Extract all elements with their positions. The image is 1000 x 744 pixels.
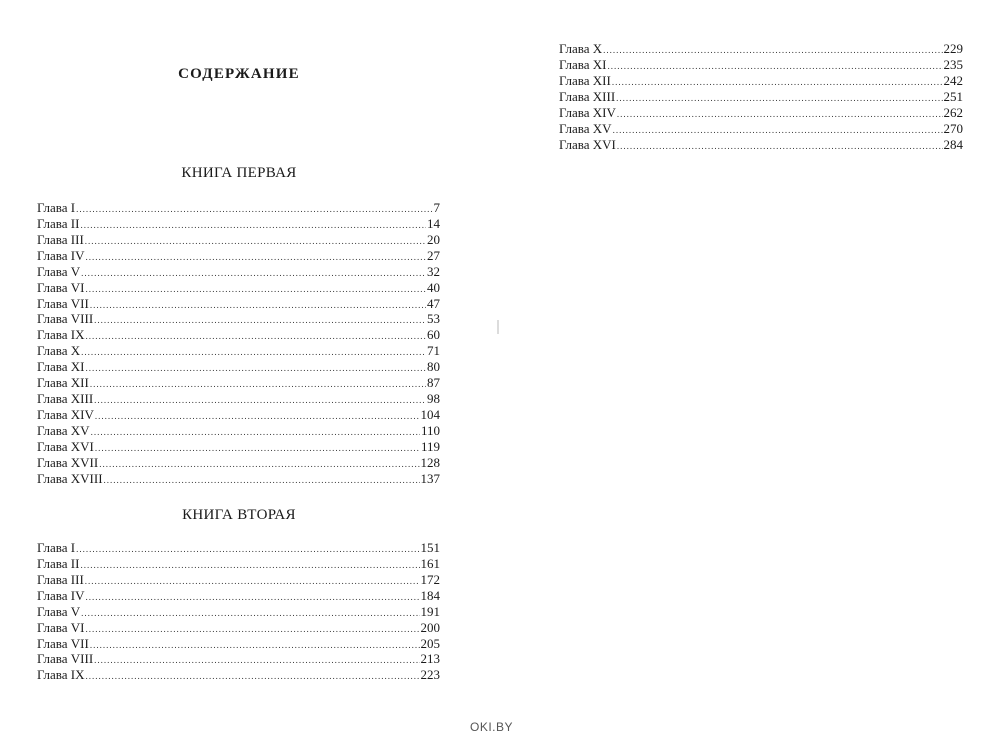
toc-entry: [559, 57, 963, 73]
page-number: 47: [427, 295, 440, 311]
chapter-label: Глава IX: [37, 327, 85, 343]
dot-leader: [76, 542, 419, 558]
page-number: 110: [420, 422, 440, 438]
page-number: 71: [427, 343, 440, 359]
toc-book-two-part-two: [559, 41, 963, 152]
toc-entry: [37, 216, 440, 232]
dot-leader: [99, 457, 419, 473]
toc-entry: [37, 264, 440, 280]
page-number: 161: [420, 555, 440, 571]
toc-entry: [37, 667, 440, 683]
chapter-label: Глава II: [37, 215, 80, 231]
toc-entry: [559, 121, 963, 137]
dot-leader: [608, 59, 943, 75]
dot-leader: [86, 361, 427, 377]
toc-entry: [37, 343, 440, 359]
page-number: 20: [427, 231, 440, 247]
chapter-label: Глава XVI: [559, 136, 616, 152]
chapter-label: Глава XI: [37, 359, 85, 375]
dot-leader: [95, 409, 420, 425]
toc-entry: [37, 375, 440, 391]
dot-leader: [86, 590, 420, 606]
chapter-label: Глава III: [37, 571, 84, 587]
chapter-label: Глава I: [37, 200, 76, 215]
toc-entry: [559, 89, 963, 105]
dot-leader: [81, 266, 426, 282]
chapter-label: Глава III: [37, 231, 84, 247]
page-number: 14: [427, 215, 440, 231]
page-number: 262: [943, 104, 963, 120]
toc-entry: [37, 296, 440, 312]
book-one-heading: КНИГА ПЕРВАЯ: [181, 165, 297, 181]
toc-entry: [37, 636, 440, 652]
chapter-label: Глава VIII: [37, 651, 94, 667]
chapter-label: Глава VIII: [37, 311, 94, 327]
chapter-label: Глава V: [37, 263, 81, 279]
chapter-label: Глава XII: [559, 72, 611, 88]
page-number: 32: [427, 263, 440, 279]
dot-leader: [80, 218, 426, 234]
chapter-label: Глава XV: [559, 120, 612, 136]
page-gutter-mark: [497, 320, 499, 334]
dot-leader: [94, 313, 426, 329]
dot-leader: [86, 669, 420, 685]
chapter-label: Глава XII: [37, 375, 89, 391]
toc-entry: [37, 200, 440, 216]
dot-leader: [90, 377, 426, 393]
page-number: 213: [420, 651, 440, 667]
chapter-label: Глава XIII: [37, 391, 94, 407]
dot-leader: [613, 123, 943, 139]
chapter-label: Глава VII: [37, 635, 89, 651]
dot-leader: [91, 425, 420, 441]
page-number: 270: [943, 120, 963, 136]
toc-entry: [37, 439, 440, 455]
dot-leader: [86, 329, 427, 345]
chapter-label: Глава II: [37, 555, 80, 571]
watermark-text: OKI.BY: [470, 720, 514, 734]
dot-leader: [81, 606, 419, 622]
toc-entry: [37, 604, 440, 620]
toc-entry: [559, 105, 963, 121]
toc-entry: [37, 232, 440, 248]
page-number: 172: [420, 571, 440, 587]
chapter-label: Глава VII: [37, 295, 89, 311]
chapter-label: Глава I: [37, 540, 76, 555]
page-number: 40: [427, 279, 440, 295]
dot-leader: [86, 250, 427, 266]
dot-leader: [86, 282, 427, 298]
page-number: 251: [943, 88, 963, 104]
toc-entry: [37, 407, 440, 423]
dot-leader: [603, 43, 942, 59]
toc-entry: [37, 556, 440, 572]
chapter-label: Глава X: [37, 343, 81, 359]
dot-leader: [94, 393, 426, 409]
chapter-label: Глава XV: [37, 422, 90, 438]
dot-leader: [85, 574, 420, 590]
toc-entry: [37, 327, 440, 343]
dot-leader: [617, 139, 943, 155]
dot-leader: [94, 653, 419, 669]
toc-entry: [559, 137, 963, 153]
page-number: 229: [943, 41, 963, 56]
dot-leader: [85, 234, 426, 250]
toc-entry: [37, 423, 440, 439]
dot-leader: [612, 75, 943, 91]
page-number: 235: [943, 56, 963, 72]
toc-book-two-part-one: [37, 540, 440, 683]
page-number: 223: [420, 667, 440, 683]
toc-entry: [37, 651, 440, 667]
page-number: 104: [420, 406, 440, 422]
toc-entry: [37, 391, 440, 407]
page-number: 200: [420, 619, 440, 635]
page-number: 7: [433, 200, 440, 215]
toc-entry: [37, 455, 440, 471]
dot-leader: [95, 441, 420, 457]
page-number: 53: [427, 311, 440, 327]
toc-book-one: [37, 200, 440, 487]
chapter-label: Глава IX: [37, 667, 85, 683]
chapter-label: Глава IV: [37, 587, 85, 603]
dot-leader: [104, 473, 420, 489]
toc-entry: [37, 572, 440, 588]
toc-entry: [37, 280, 440, 296]
chapter-label: Глава XVIII: [37, 470, 103, 486]
dot-leader: [80, 558, 419, 574]
page-number: 191: [420, 603, 440, 619]
toc-entry: [37, 620, 440, 636]
toc-entry: [559, 73, 963, 89]
toc-entry: [37, 540, 440, 556]
book-two-heading: КНИГА ВТОРАЯ: [182, 507, 296, 523]
toc-entry: [559, 41, 963, 57]
dot-leader: [616, 91, 942, 107]
dot-leader: [90, 298, 426, 314]
page-number: 242: [943, 72, 963, 88]
chapter-label: Глава X: [559, 41, 603, 56]
page-number: 60: [427, 327, 440, 343]
dot-leader: [76, 202, 432, 218]
page-number: 119: [420, 438, 440, 454]
chapter-label: Глава V: [37, 603, 81, 619]
page-number: 128: [420, 454, 440, 470]
chapter-label: Глава VI: [37, 279, 85, 295]
toc-entry: [37, 248, 440, 264]
toc-entry: [37, 359, 440, 375]
page-number: 151: [420, 540, 440, 555]
chapter-label: Глава XIV: [559, 104, 616, 120]
page-number: 27: [427, 247, 440, 263]
chapter-label: Глава XI: [559, 56, 607, 72]
dot-leader: [90, 638, 420, 654]
chapter-label: Глава XIII: [559, 88, 616, 104]
chapter-label: Глава VI: [37, 619, 85, 635]
dot-leader: [617, 107, 943, 123]
page-number: 205: [420, 635, 440, 651]
right-page: [500, 0, 1000, 744]
page-number: 184: [420, 587, 440, 603]
chapter-label: Глава XVII: [37, 454, 99, 470]
toc-entry: [37, 471, 440, 487]
page-number: 98: [427, 391, 440, 407]
toc-entry: [37, 311, 440, 327]
page-number: 80: [427, 359, 440, 375]
page-number: 284: [943, 136, 963, 152]
chapter-label: Глава XVI: [37, 438, 94, 454]
dot-leader: [81, 345, 426, 361]
page-number: 87: [427, 375, 440, 391]
chapter-label: Глава XIV: [37, 406, 94, 422]
page-number: 137: [420, 470, 440, 486]
dot-leader: [86, 622, 420, 638]
toc-entry: [37, 588, 440, 604]
chapter-label: Глава IV: [37, 247, 85, 263]
contents-title: СОДЕРЖАНИЕ: [178, 66, 300, 82]
